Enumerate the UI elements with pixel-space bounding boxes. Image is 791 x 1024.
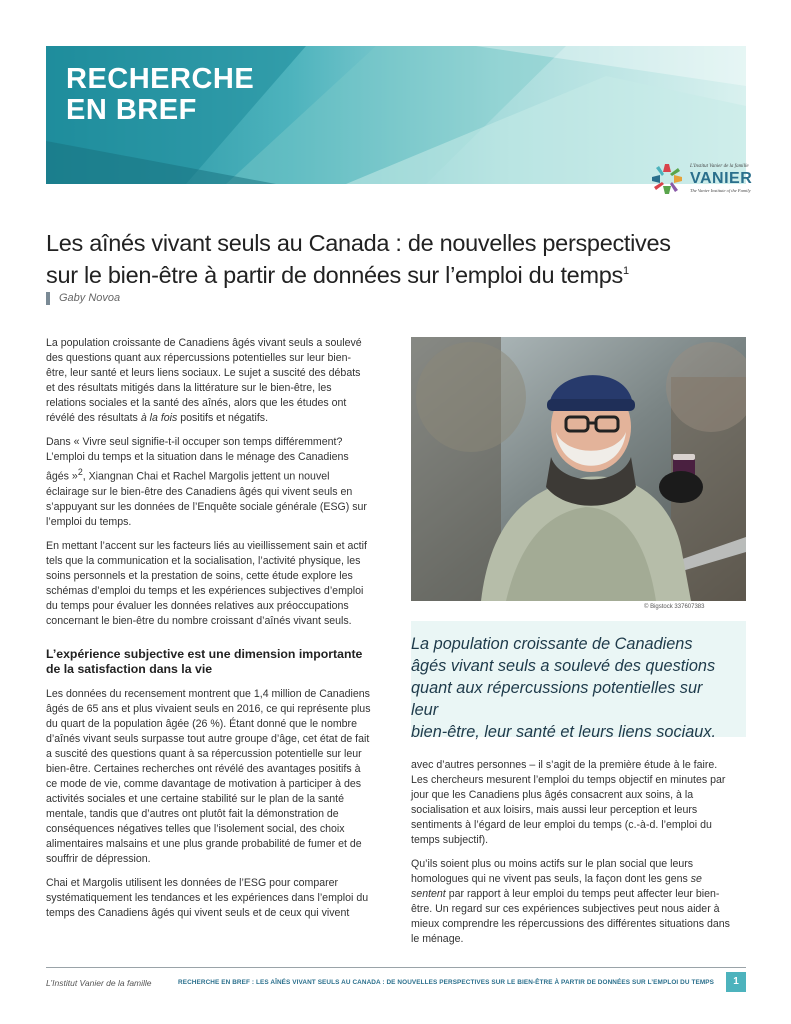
title-line1: Les aînés vivant seuls au Canada : de nouvelles perspectives [46, 230, 671, 256]
banner-title [66, 64, 254, 126]
page-number: 1 [726, 972, 746, 992]
left-column [46, 336, 371, 930]
paragraph: Chai et Margolis utilisent les données de l’ESG pour comparer systématiquement les tendances et les expériences dans l’emploi du temps des Canadiens âgés qui vivent seuls et de ceux qui vivent [46, 876, 369, 919]
footer-organization: L’Institut Vanier de la famille [46, 978, 152, 988]
paragraph-text: Qu’ils soient plus ou moins actifs sur le plan social que leurs homologues qui ne vivent pas seuls, la façon dont les gens [411, 858, 694, 885]
paragraph-emphasis: se sentent [411, 873, 702, 900]
logo-english-name: The Vanier Institute of the Family [690, 188, 751, 193]
photo-credit: © Bigstock 337607383 [644, 604, 705, 610]
article-photo [411, 337, 746, 601]
paragraph-text: positifs et négatifs. [177, 412, 269, 424]
title-line2: sur le bien-être à partir de données sur l’emploi du temps [46, 261, 623, 288]
paragraph [411, 857, 736, 947]
paragraph-text: , Xiangnan Chai et Rachel Margolis jettent un nouvel éclairage sur le bien-être des Canadiens âgés qui vivent seuls en s’appuyant sur les données de l’Enquête sociale générale (ESG) sur l’emploi du temps. [46, 470, 367, 528]
banner-title-line2: EN BREF [66, 94, 197, 126]
footer-running-title: RECHERCHE EN BREF : LES AÎNÉS VIVANT SEULS AU CANADA : DE NOUVELLES PERSPECTIVES SUR LE BIEN-ÊTRE À PARTIR DE DONNÉES SUR L’EMPLOI DU TEMPS [178, 979, 714, 986]
section-heading: L’expérience subjective est une dimension importante de la satisfaction dans la vie [46, 646, 363, 676]
banner-title-line1: RECHERCHE [66, 63, 255, 95]
footnote-ref[interactable]: 2 [77, 467, 83, 477]
logo-wordmark: VANIER [690, 170, 753, 187]
paragraph [46, 435, 371, 530]
footer-divider [46, 967, 746, 968]
pull-quote-line: âgés vivant seuls a soulevé des questions [411, 657, 716, 675]
paragraph-text: La population croissante de Canadiens âgés vivant seuls a soulevé des questions quant aux répercussions potentielles sur leur bien-être, leur santé et leurs liens sociaux. Le sujet a suscité des débats et des résultats mitigés dans la littérature sur le bien-être, les relations sociales et la santé des aînés, alors que les études ont révélé des résultats [46, 337, 362, 424]
author-name: Gaby Novoa [46, 292, 120, 305]
paragraph: Les données du recensement montrent que 1,4 million de Canadiens âgés de 65 ans et plus vivaient seuls en 2016, ce qui représente plus du quart de la population âgée (26 %). Étant donné que le nombre d’aînés vivant seuls surpasse tout autre groupe d’âge, cet état de fait a suscité des questions quant à sa répercussion potentielle sur leur bien-être. Certaines recherches ont révélé des avantages positifs à ce mode de vie, comme davantage de motivation à participer à des activités sociales et une certaine stabilité sur le plan de la santé mentale, tandis que d’autres ont plutôt fait la démonstration de conséquences négatives telles que l’isolement social, des choix alimentaires malsains et une plus grande probabilité de fumer et de souffrir de dépression. [46, 687, 371, 865]
header-banner [46, 46, 746, 184]
pull-quote-line: quant aux répercussions potentielles sur leur [411, 679, 703, 719]
paragraph [46, 336, 371, 426]
right-column [411, 758, 736, 956]
vanier-logo[interactable] [650, 158, 753, 204]
paragraph-emphasis: à la fois [140, 412, 178, 424]
logo-french-name: L'Institut Vanier de la famille [690, 164, 749, 169]
pull-quote [411, 621, 746, 741]
document-title [46, 229, 736, 289]
paragraph-text: Dans « Vivre seul signifie-t-il occuper son temps différemment? L’emploi du temps et la situation dans le ménage des Canadiens âgés » [46, 436, 349, 483]
senior-man-photo-image [411, 337, 746, 601]
pull-quote-line: La population croissante de Canadiens [411, 635, 693, 653]
paragraph-text: par rapport à leur emploi du temps peut affecter leur bien-être. Un regard sur ces expériences subjectives peut nous aider à mieux comprendre les répercussions des différentes situations dans le ménage. [411, 888, 730, 945]
pull-quote-text [411, 633, 733, 743]
paragraph: avec d’autres personnes – il s’agit de la première étude à le faire. Les chercheurs mesurent l’emploi du temps objectif en minutes par jour que les Canadiens plus âgés consacrent aux soins, à la socialisation et aux loisirs, mais aussi leur perception et leurs sentiments à l’égard de leur emploi du temps (c.-à-d. l’emploi du temps subjectif). [411, 759, 726, 846]
snowflake-logo-icon [650, 162, 684, 196]
pull-quote-line: bien-être, leur santé et leurs liens sociaux. [411, 723, 716, 741]
title-footnote-ref[interactable]: 1 [622, 265, 629, 277]
paragraph: En mettant l’accent sur les facteurs liés au vieillissement sain et actif tels que la communication et la socialisation, l’activité physique, les soins personnels et la prestation de soins, cette étude explore les schémas d’emploi du temps et les expériences subjectives d’emploi du temps pour évaluer les données relatives aux préoccupations concernant le bien-être du nombre croissant d’aînés vivant seuls. [46, 539, 367, 627]
